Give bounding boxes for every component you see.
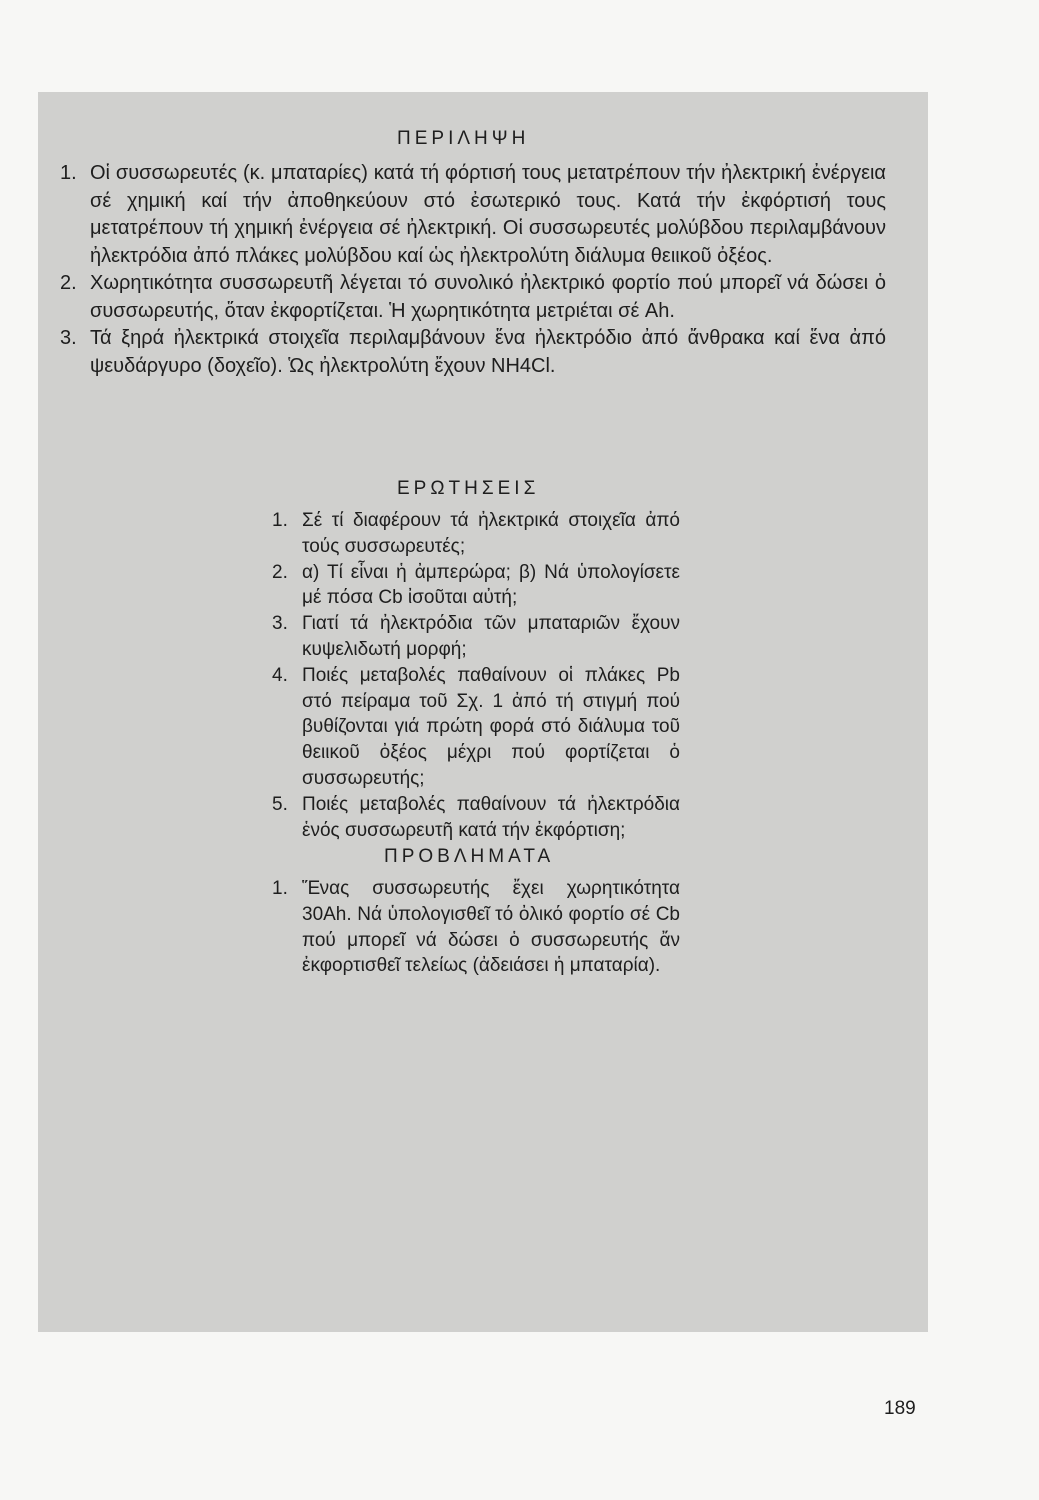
problem-item bbox=[272, 876, 680, 979]
item-number: 4. bbox=[272, 664, 288, 686]
item-text: Οἱ συσσωρευτές (κ. μπαταρίες) κατά τή φόρτισή τους μετατρέπουν τήν ἠλεκτρική ἐνέργεια σέ χημική καί τήν ἀποθηκεύουν στό ἐσωτερικό τους. Κατά τήν ἐκφόρτισή τους μετατρέπουν τή χημική ἐνέργεια σέ ἠλεκτρική. Οἱ συσσωρευτές μολύβδου περιλαμβάνουν ἠλεκτρόδια ἀπό πλάκες μολύβδου καί ὡς ἠλεκτρολύτη διάλυμα θειικοῦ ὀξέος. bbox=[90, 162, 886, 267]
item-number: 2. bbox=[60, 272, 77, 294]
page-number: 189 bbox=[884, 1398, 916, 1419]
question-item bbox=[272, 560, 680, 612]
questions-list bbox=[272, 508, 680, 843]
question-item bbox=[272, 792, 680, 844]
question-item bbox=[272, 508, 680, 560]
summary-item bbox=[60, 160, 886, 270]
summary-item bbox=[60, 270, 886, 325]
item-number: 1. bbox=[60, 162, 77, 184]
item-text: Σέ τί διαφέρουν τά ἠλεκτρικά στοιχεῖα ἀπό τούς συσσωρευτές; bbox=[302, 510, 680, 557]
item-text: Τά ξηρά ἠλεκτρικά στοιχεῖα περιλαμβάνουν ἕνα ἠλεκτρόδιο ἀπό ἄνθρακα καί ἕνα ἀπό ψευδάργυρο (δοχεῖο). Ὡς ἠλεκτρολύτη ἔχουν NH4Cl. bbox=[90, 327, 886, 377]
item-text: Ποιές μεταβολές παθαίνουν οἱ πλάκες Pb στό πείραμα τοῦ Σχ. 1 ἀπό τή στιγμή πού βυθίζονται γιά πρώτη φορά στό διάλυμα τοῦ θειικοῦ ὀξέος μέχρι πού φορτίζεται ὁ συσσωρευτής; bbox=[302, 664, 680, 789]
item-number: 2. bbox=[272, 561, 288, 583]
item-text: Γιατί τά ἠλεκτρόδια τῶν μπαταριῶν ἔχουν κυψελιδωτή μορφή; bbox=[302, 613, 680, 660]
item-number: 1. bbox=[272, 510, 288, 531]
item-text: α) Τί εἶναι ἡ ἀμπερώρα; β) Νά ὑπολογίσετε μέ πόσα Cb ἰσοῦται αὐτή; bbox=[302, 561, 680, 609]
item-number: 3. bbox=[60, 327, 77, 349]
item-text: Ἕνας συσσωρευτής ἔχει χωρητικότητα 30Ah. Νά ὑπολογισθεῖ τό ὀλικό φορτίο σέ Cb πού μπορεῖ νά δώσει ὁ συσσωρευτής ἄν ἐκφορτισθεῖ τελείως (ἀδειάσει ἡ μπαταρία). bbox=[302, 878, 680, 977]
item-number: 5. bbox=[272, 793, 288, 815]
item-text: Ποιές μεταβολές παθαίνουν τά ἠλεκτρόδια ἑνός συσσωρευτῆ κατά τήν ἐκφόρτιση; bbox=[302, 793, 680, 841]
item-number: 1. bbox=[272, 878, 288, 899]
problems-title: ΠΡΟΒΛΗΜΑΤΑ bbox=[384, 846, 555, 867]
summary-item bbox=[60, 325, 886, 380]
summary-list bbox=[60, 160, 886, 380]
item-text: Χωρητικότητα συσσωρευτῆ λέγεται τό συνολικό ἠλεκτρικό φορτίο πού μπορεῖ νά δώσει ὁ συσσωρευτής, ὅταν ἐκφορτίζεται. Ἡ χωρητικότητα μετριέται σέ Ah. bbox=[90, 272, 886, 322]
question-item bbox=[272, 611, 680, 663]
item-number: 3. bbox=[272, 613, 288, 635]
summary-title: ΠΕΡΙΛΗΨΗ bbox=[397, 128, 530, 149]
question-item bbox=[272, 663, 680, 792]
problems-list bbox=[272, 876, 680, 979]
questions-title: ΕΡΩΤΗΣΕΙΣ bbox=[397, 478, 540, 499]
